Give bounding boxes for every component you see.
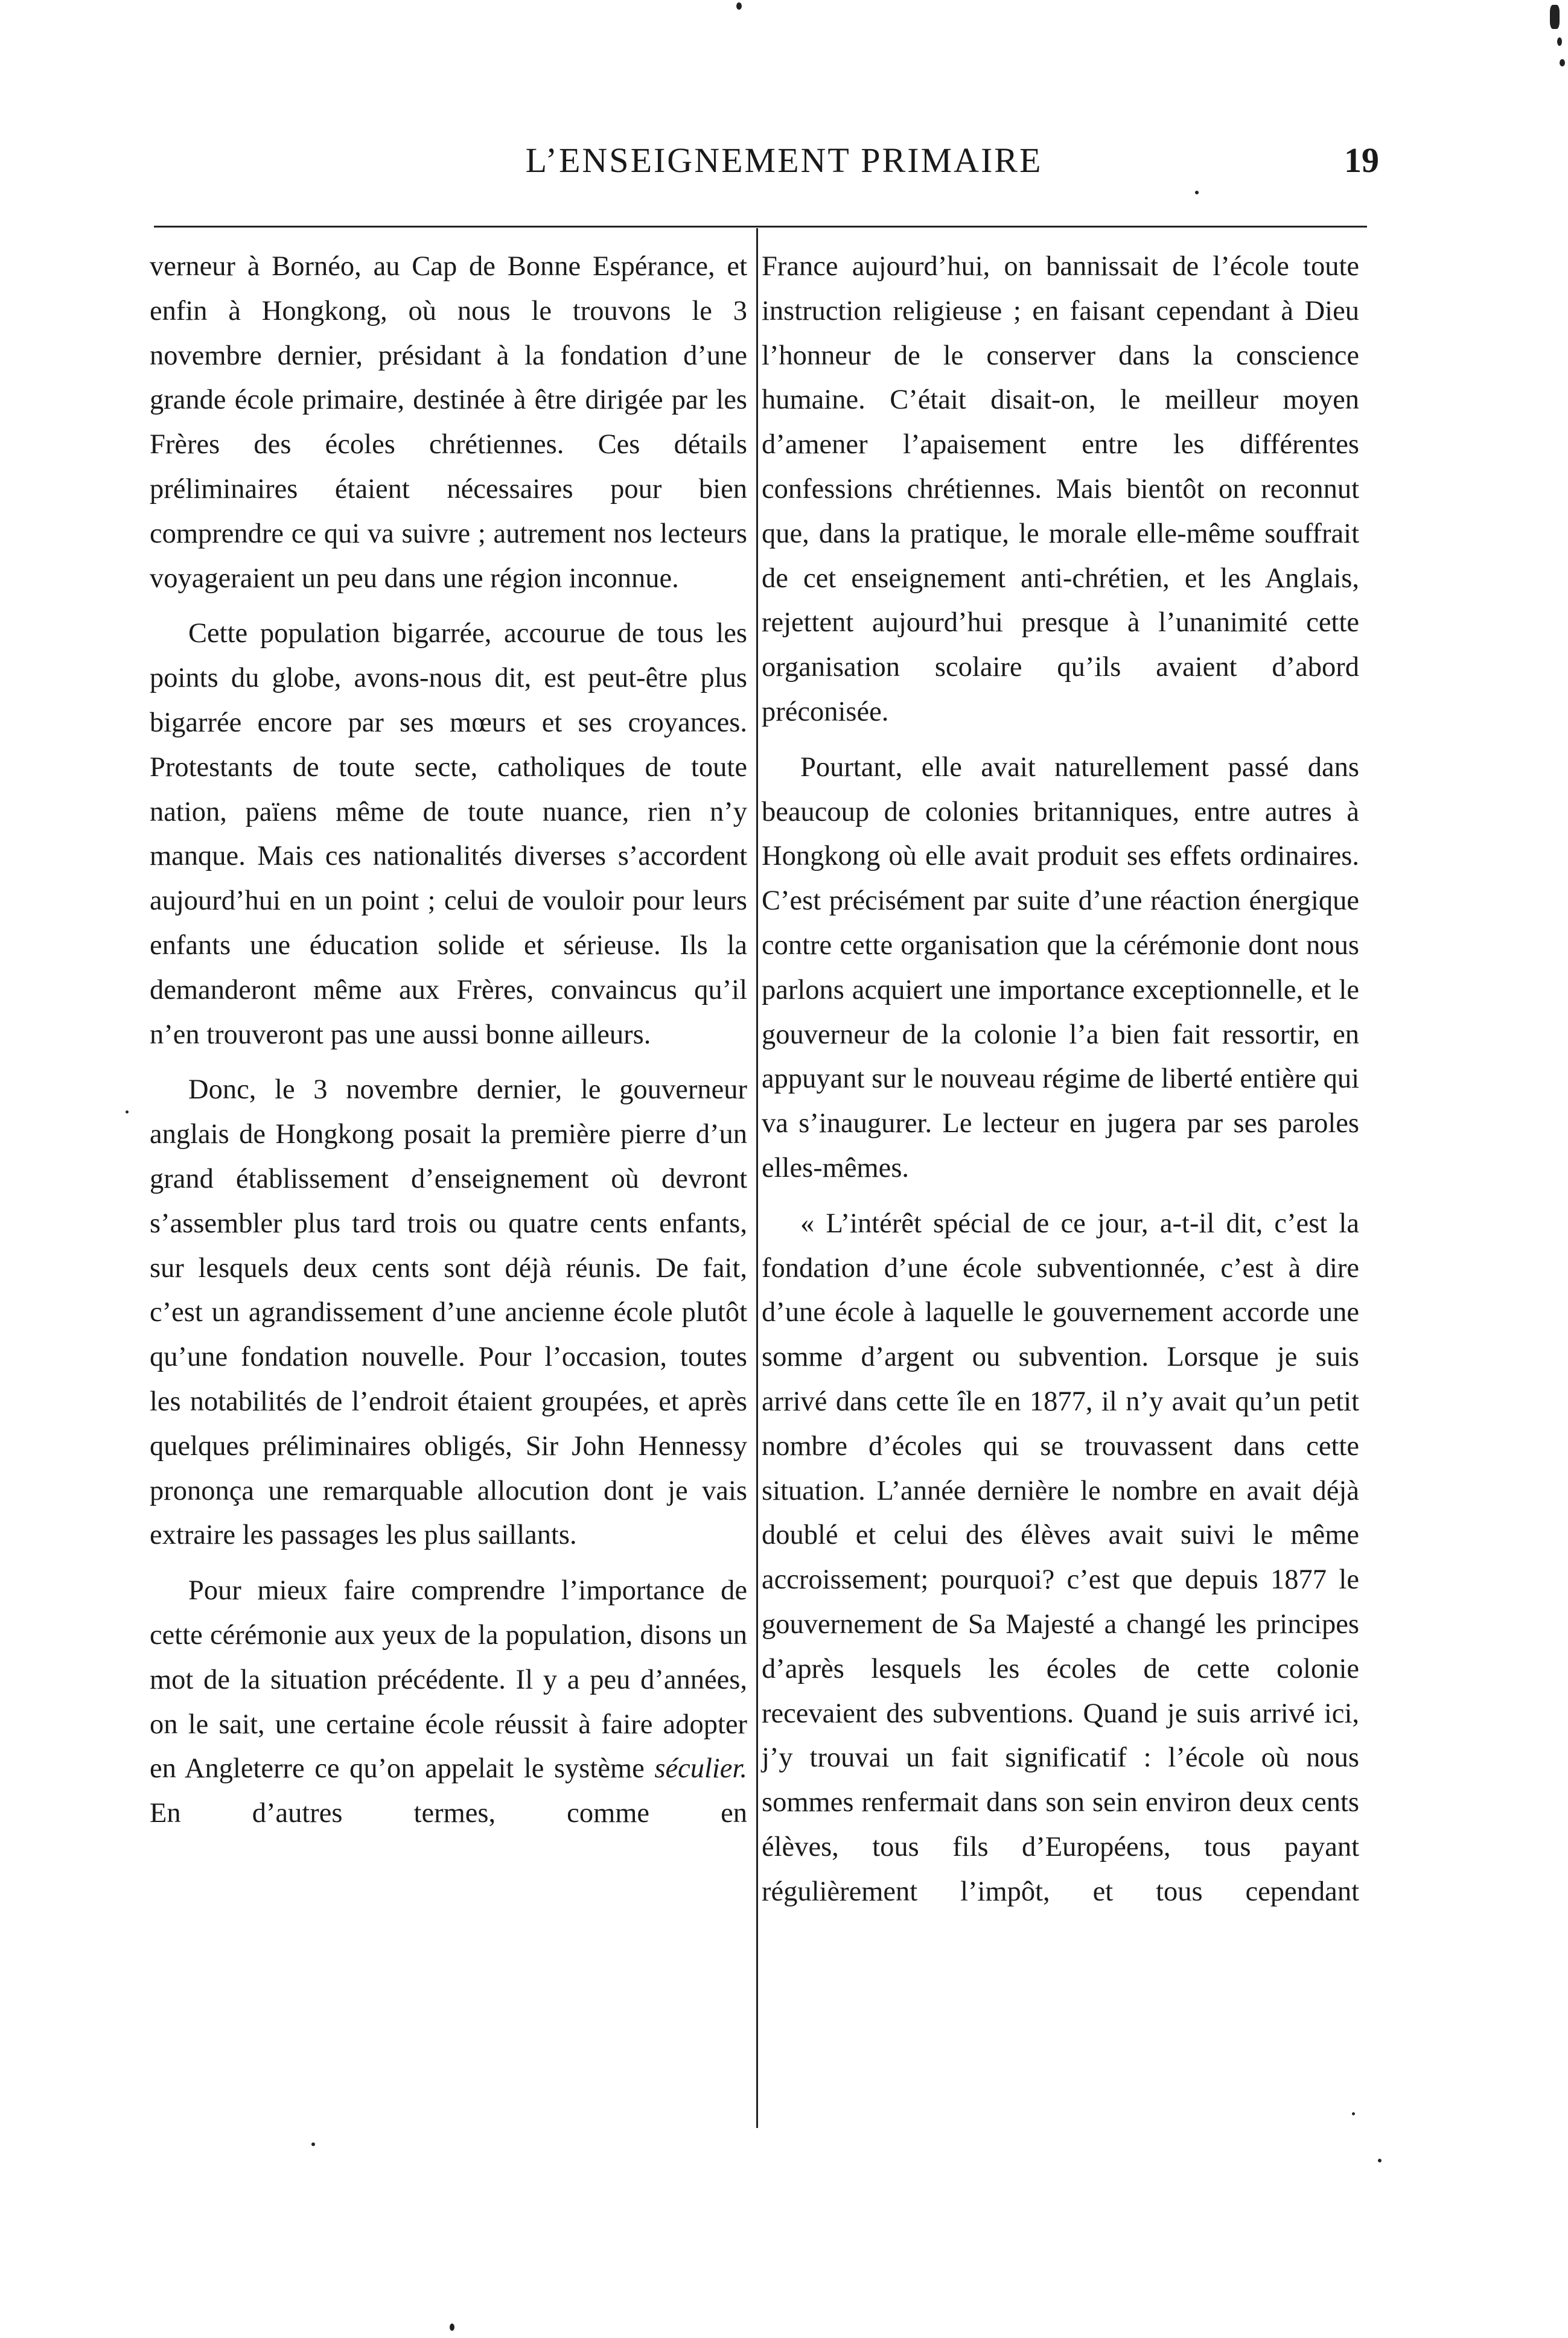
header-rule bbox=[154, 226, 1367, 228]
running-title: L’ENSEIGNEMENT PRIMAIRE bbox=[525, 141, 1043, 180]
ink-speck bbox=[450, 2324, 454, 2331]
paragraph: France aujourd’hui, on bannissait de l’école toute instruction religieuse ; en faisant cependant à Dieu l’honneur de le conserver dans la conscience humaine. C’était disait-on, le meilleur moyen d’amener l’apaisement entre les différentes confessions chrétiennes. Mais bientôt on reconnut que, dans la pratique, le morale elle-même souffrait de cet enseignement anti-chrétien, et les Anglais, rejettent aujourd’hui presque à l’unanimité cette organisation scolaire qu’ils avaient d’abord préconisée. bbox=[762, 251, 1359, 727]
ink-speck bbox=[1195, 191, 1199, 194]
paragraph: Pourtant, elle avait naturellement passé dans beaucoup de colonies britanniques, entre autres à Hongkong où elle avait produit ses effets ordinaires. C’est précisément par suite d’une réaction énergique contre cette organisation que la cérémonie dont nous parlons acquiert une importance exceptionnelle, et le gouverneur de la colonie l’a bien fait ressortir, en appuyant sur le nouveau régime de liberté entière qui va s’inaugurer. Le lecteur en jugera par ses paroles elles-mêmes. bbox=[762, 751, 1359, 1183]
paragraph: Donc, le 3 novembre dernier, le gouverneur anglais de Hongkong posait la première pierre d’un grand établissement d’enseignement où devront s’assembler plus tard trois ou quatre cents enfants, sur lesquels deux cents sont déjà réunis. De fait, c’est un agrandissement d’une ancienne école plutôt qu’une fondation nouvelle. Pour l’occasion, toutes les notabilités de l’endroit étaient groupées, et après quelques préliminaires obligés, Sir John Hennessy prononça une remarquable allocution dont je vais extraire les passages les plus saillants. bbox=[150, 1074, 747, 1551]
page-number: 19 bbox=[1344, 141, 1379, 180]
ink-speck bbox=[1560, 59, 1565, 66]
paragraph bbox=[150, 1569, 747, 1836]
paragraph: Cette population bigarrée, accourue de tous les points du globe, avons-nous dit, est peut-être plus bigarrée encore par ses mœurs et ses croyances. Protestants de toute secte, catholiques de toute nation, païens même de toute nuance, rien n’y manque. Mais ces nationalités diverses s’accordent aujourd’hui en un point ; celui de vouloir pour leurs enfants une éducation solide et sérieuse. Ils la demanderont même aux Frères, convaincus qu’il n’en trouveront pas une aussi bonne ailleurs. bbox=[150, 618, 747, 1050]
right-column bbox=[762, 244, 1359, 1914]
ink-speck bbox=[736, 2, 742, 10]
paragraph-text: Pour mieux faire comprendre l’importance de cette cérémonie aux yeux de la population, disons un mot de la situation précédente. Il y a peu d’années, on le sait, une certaine école réussit à faire adopter en Angleterre ce qu’on appelait le système bbox=[150, 1575, 747, 1785]
ink-speck bbox=[1378, 2159, 1382, 2162]
ink-speck bbox=[126, 1110, 129, 1113]
column-divider bbox=[756, 228, 758, 2128]
emphasis-text: séculier. bbox=[654, 1753, 748, 1785]
ink-speck bbox=[1557, 37, 1562, 46]
ink-speck bbox=[1550, 5, 1560, 29]
paragraph: « L’intérêt spécial de ce jour, a-t-il dit, c’est la fondation d’une école subventionnée, c’est à dire d’une école à laquelle le gouvernement accorde une somme d’argent ou subvention. Lorsque je suis arrivé dans cette île en 1877, il n’y avait qu’un petit nombre d’écoles qui se trouvassent dans cette situation. L’année dernière le nombre en avait déjà doublé et celui des élèves avait suivi le même accroissement; pourquoi? c’est que depuis 1877 le gouvernement de Sa Majesté a changé les principes d’après lesquels les écoles de cette colonie recevaient des subventions. Quand je suis arrivé ici, j’y trouvai un fait significatif : l’école où nous sommes renfermait dans son sein environ deux cents élèves, tous fils d’Européens, tous payant régulièrement l’impôt, et tous cependant bbox=[762, 1208, 1359, 1907]
ink-speck bbox=[1352, 2112, 1355, 2115]
left-column bbox=[150, 244, 747, 1836]
ink-speck bbox=[311, 2142, 315, 2146]
paragraph-text-end: En d’autres termes, comme en bbox=[150, 1798, 747, 1829]
paragraph: verneur à Bornéo, au Cap de Bonne Espérance, et enfin à Hongkong, où nous le trouvons le 3 novembre dernier, présidant à la fondation d’une grande école primaire, destinée à être dirigée par les Frères des écoles chrétiennes. Ces détails préliminaires étaient nécessaires pour bien comprendre ce qui va suivre ; autrement nos lecteurs voyageraient un peu dans une région inconnue. bbox=[150, 251, 747, 594]
